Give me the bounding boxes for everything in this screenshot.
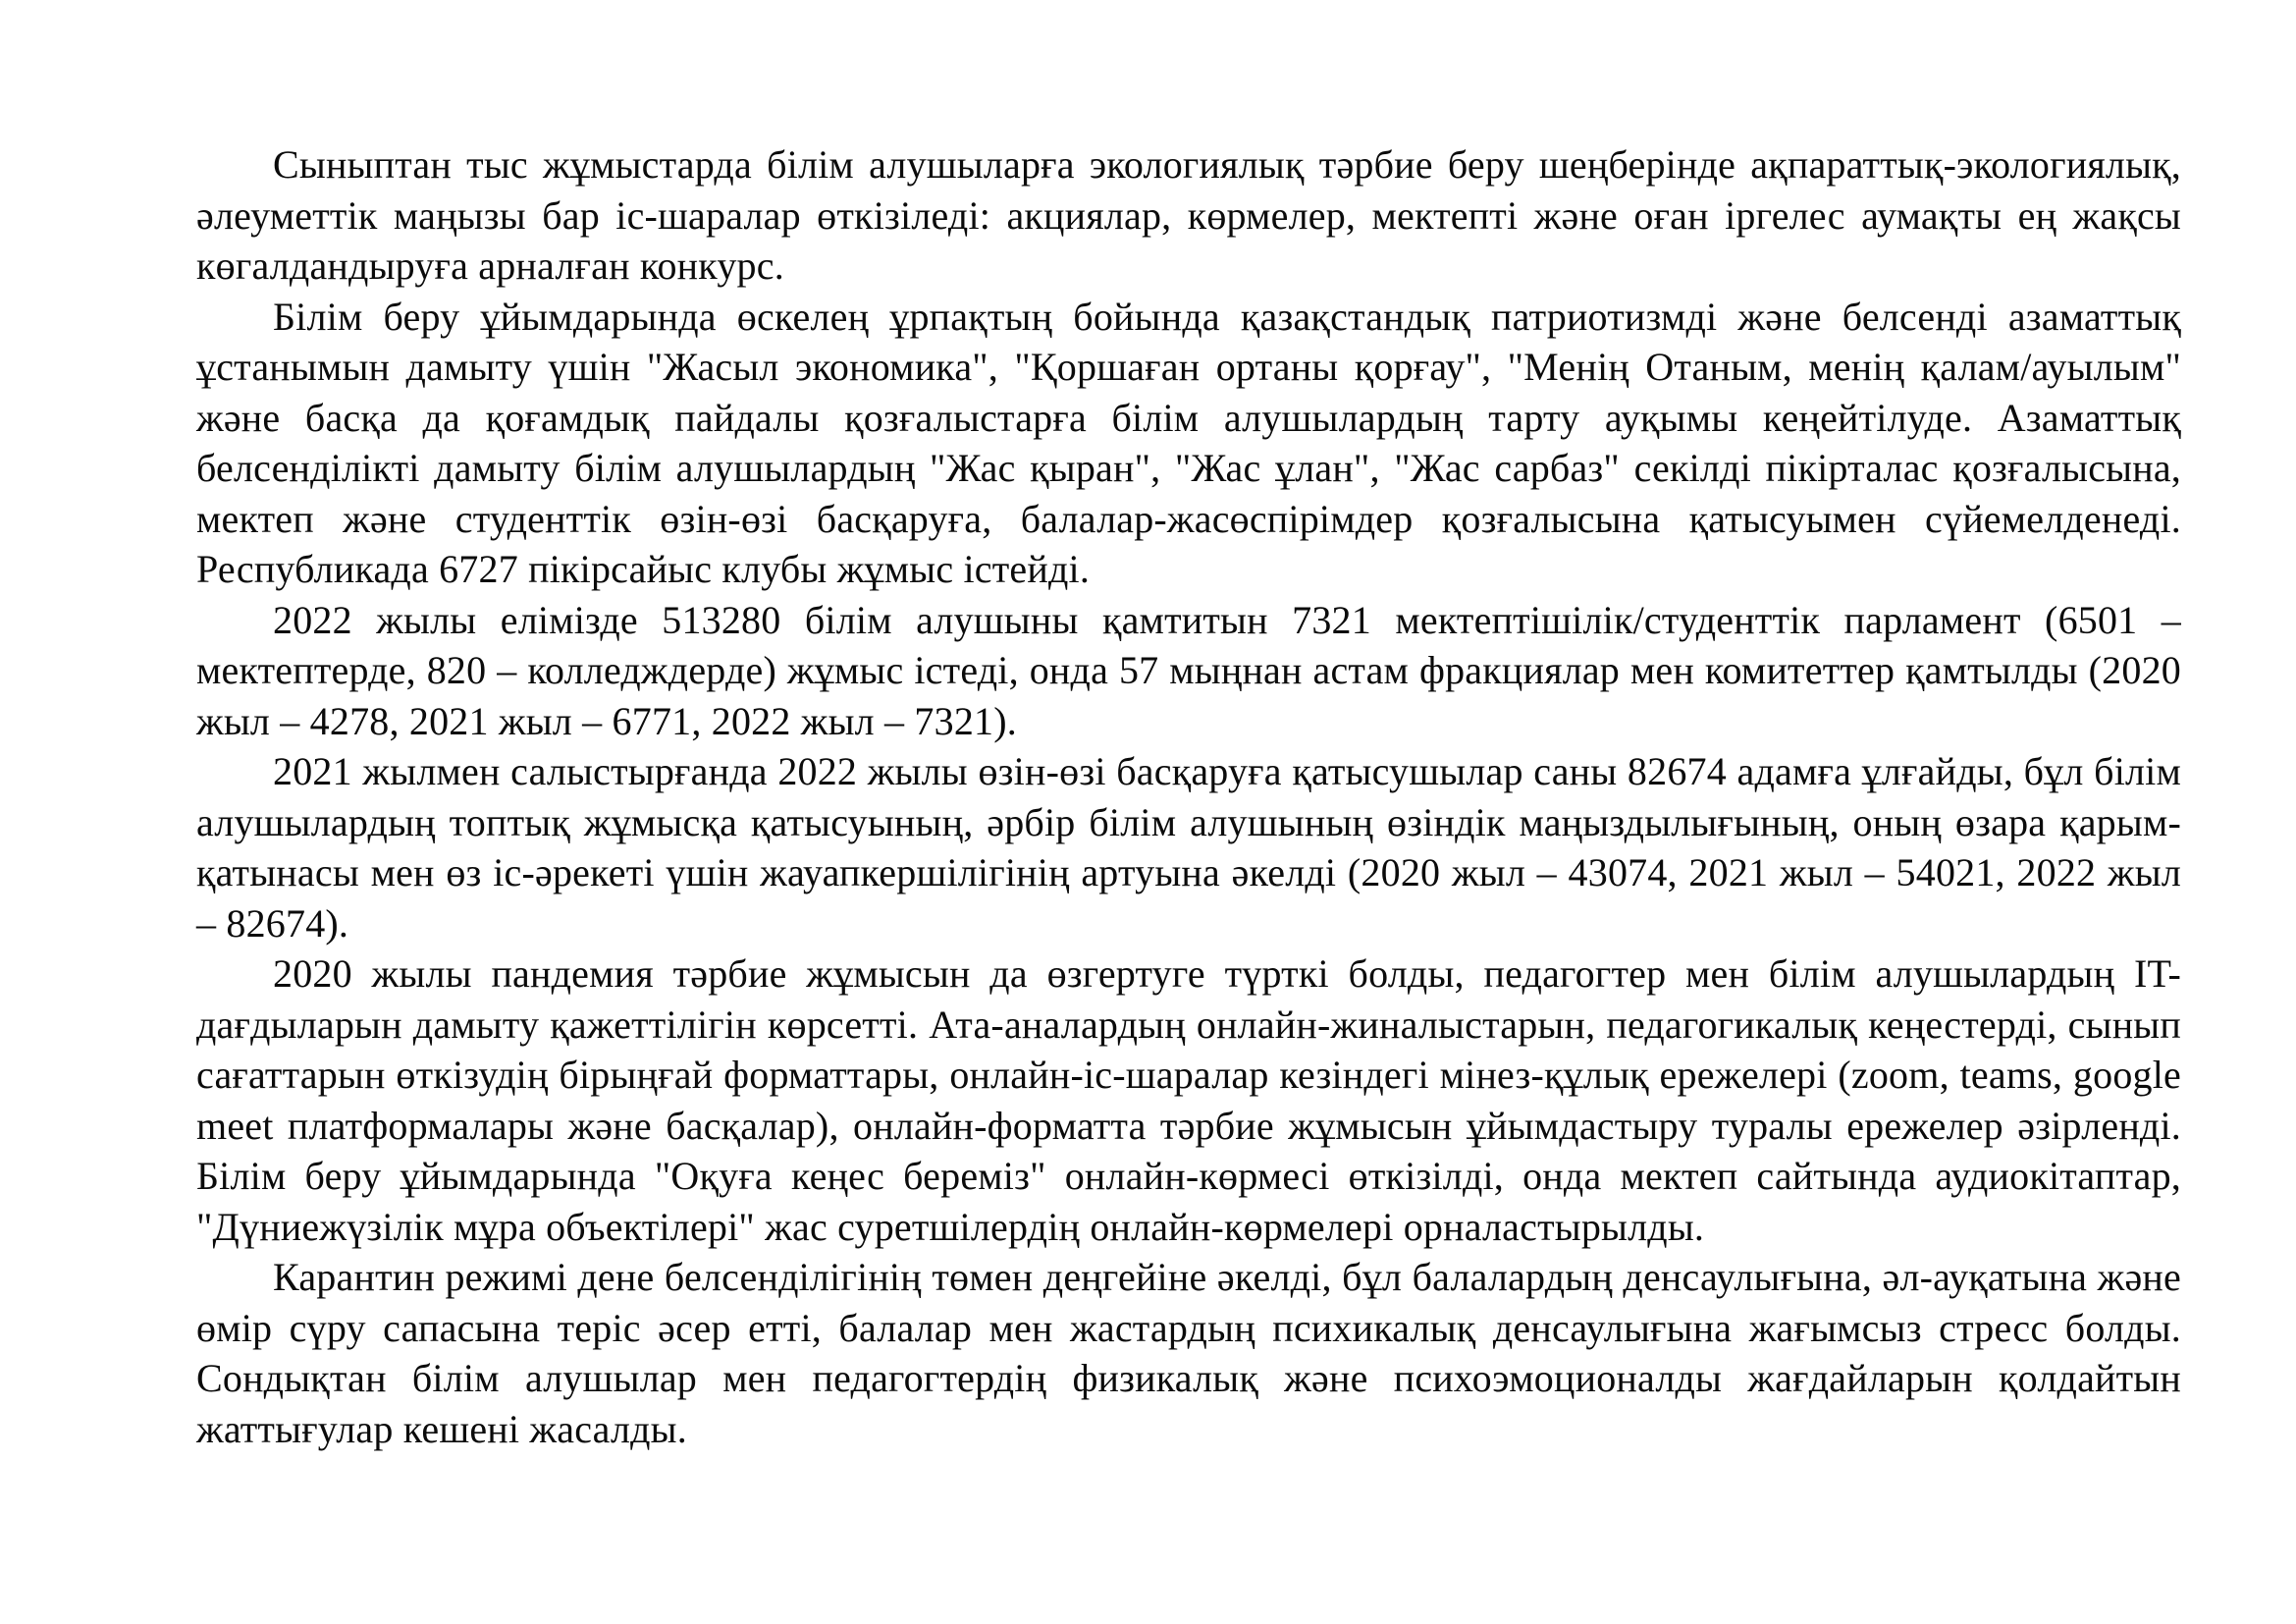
paragraph-pandemic-online-formats: 2020 жылы пандемия тәрбие жұмысын да өзгертуге түрткі болды, педагогтер мен білім алушылардың IT-дағдыларын дамыту қажеттілігін көрсетті. Ата-аналардың онлайн-жиналыстарын, педагогикалық кеңестерді, сынып сағаттарын өткізудің бірыңғай форматтары, онлайн-іс-шаралар кезіндегі мінез-құлық ережелері (zoom, teams, google meet платформалары және басқалар), онлайн-форматта тәрбие жұмысын ұйымдастыру туралы ережелер әзірленді. Білім беру ұйымдарында "Оқуға кеңес береміз" онлайн-көрмесі өткізілді, онда мектеп сайтында аудиокітаптар, "Дүниежүзілік мұра объектілері" жас суретшілердің онлайн-көрмелері орналастырылды. [196, 951, 2181, 1249]
paragraph-patriotism-movements: Білім беру ұйымдарында өскелең ұрпақтың бойында қазақстандық патриотизмді және белсенді азаматтық ұстанымын дамыту үшін "Жасыл экономика", "Қоршаған ортаны қорғау", "Менің Отаным, менің қалам/ауылым" және басқа да қоғамдық пайдалы қозғалыстарға білім алушылардың тарту ауқымы кеңейтілуде. Азаматтық белсенділікті дамыту білім алушылардың "Жас қыран", "Жас ұлан", "Жас сарбаз" секілді пікірталас қозғалысына, мектеп және студенттік өзін-өзі басқаруға, балалар-жасөспірімдер қозғалысына қатысуымен сүйемелденеді. Республикада 6727 пікірсайыс клубы жұмыс істейді. [196, 294, 2181, 591]
paragraph-self-government-stats: 2021 жылмен салыстырғанда 2022 жылы өзін-өзі басқаруға қатысушылар саны 82674 адамға ұлғайды, бұл білім алушылардың топтық жұмысқа қатысуының, әрбір білім алушының өзіндік маңыздылығының, оның өзара қарым-қатынасы мен өз іс-әрекеті үшін жауапкершілігінің артуына әкелді (2020 жыл – 43074, 2021 жыл – 54021, 2022 жыл – 82674). [196, 749, 2181, 946]
document-text-block [196, 139, 2181, 1454]
paragraph-extracurricular-eco: Сыныптан тыс жұмыстарда білім алушыларға экологиялық тәрбие беру шеңберінде ақпараттық-экологиялық, әлеуметтік маңызы бар іс-шаралар өткізіледі: акциялар, көрмелер, мектепті және оған іргелес аумақты ең жақсы көгалдандыруға арналған конкурс. [196, 142, 2181, 288]
paragraph-quarantine-health: Карантин режимі дене белсенділігінің төмен деңгейіне әкелді, бұл балалардың денсаулығына, әл-ауқатына және өмір сүру сапасына теріс әсер етті, балалар мен жастардың психикалық денсаулығына жағымсыз стресс болды. Сондықтан білім алушылар мен педагогтердің физикалық және психоэмоционалды жағдайларын қолдайтын жаттығулар кешені жасалды. [196, 1255, 2181, 1451]
paragraph-parliament-stats: 2022 жылы елімізде 513280 білім алушыны қамтитын 7321 мектептішілік/студенттік парламент (6501 – мектептерде, 820 – колледждерде) жұмыс істеді, онда 57 мыңнан астам фракциялар мен комитеттер қамтылды (2020 жыл – 4278, 2021 жыл – 6771, 2022 жыл – 7321). [196, 597, 2181, 743]
